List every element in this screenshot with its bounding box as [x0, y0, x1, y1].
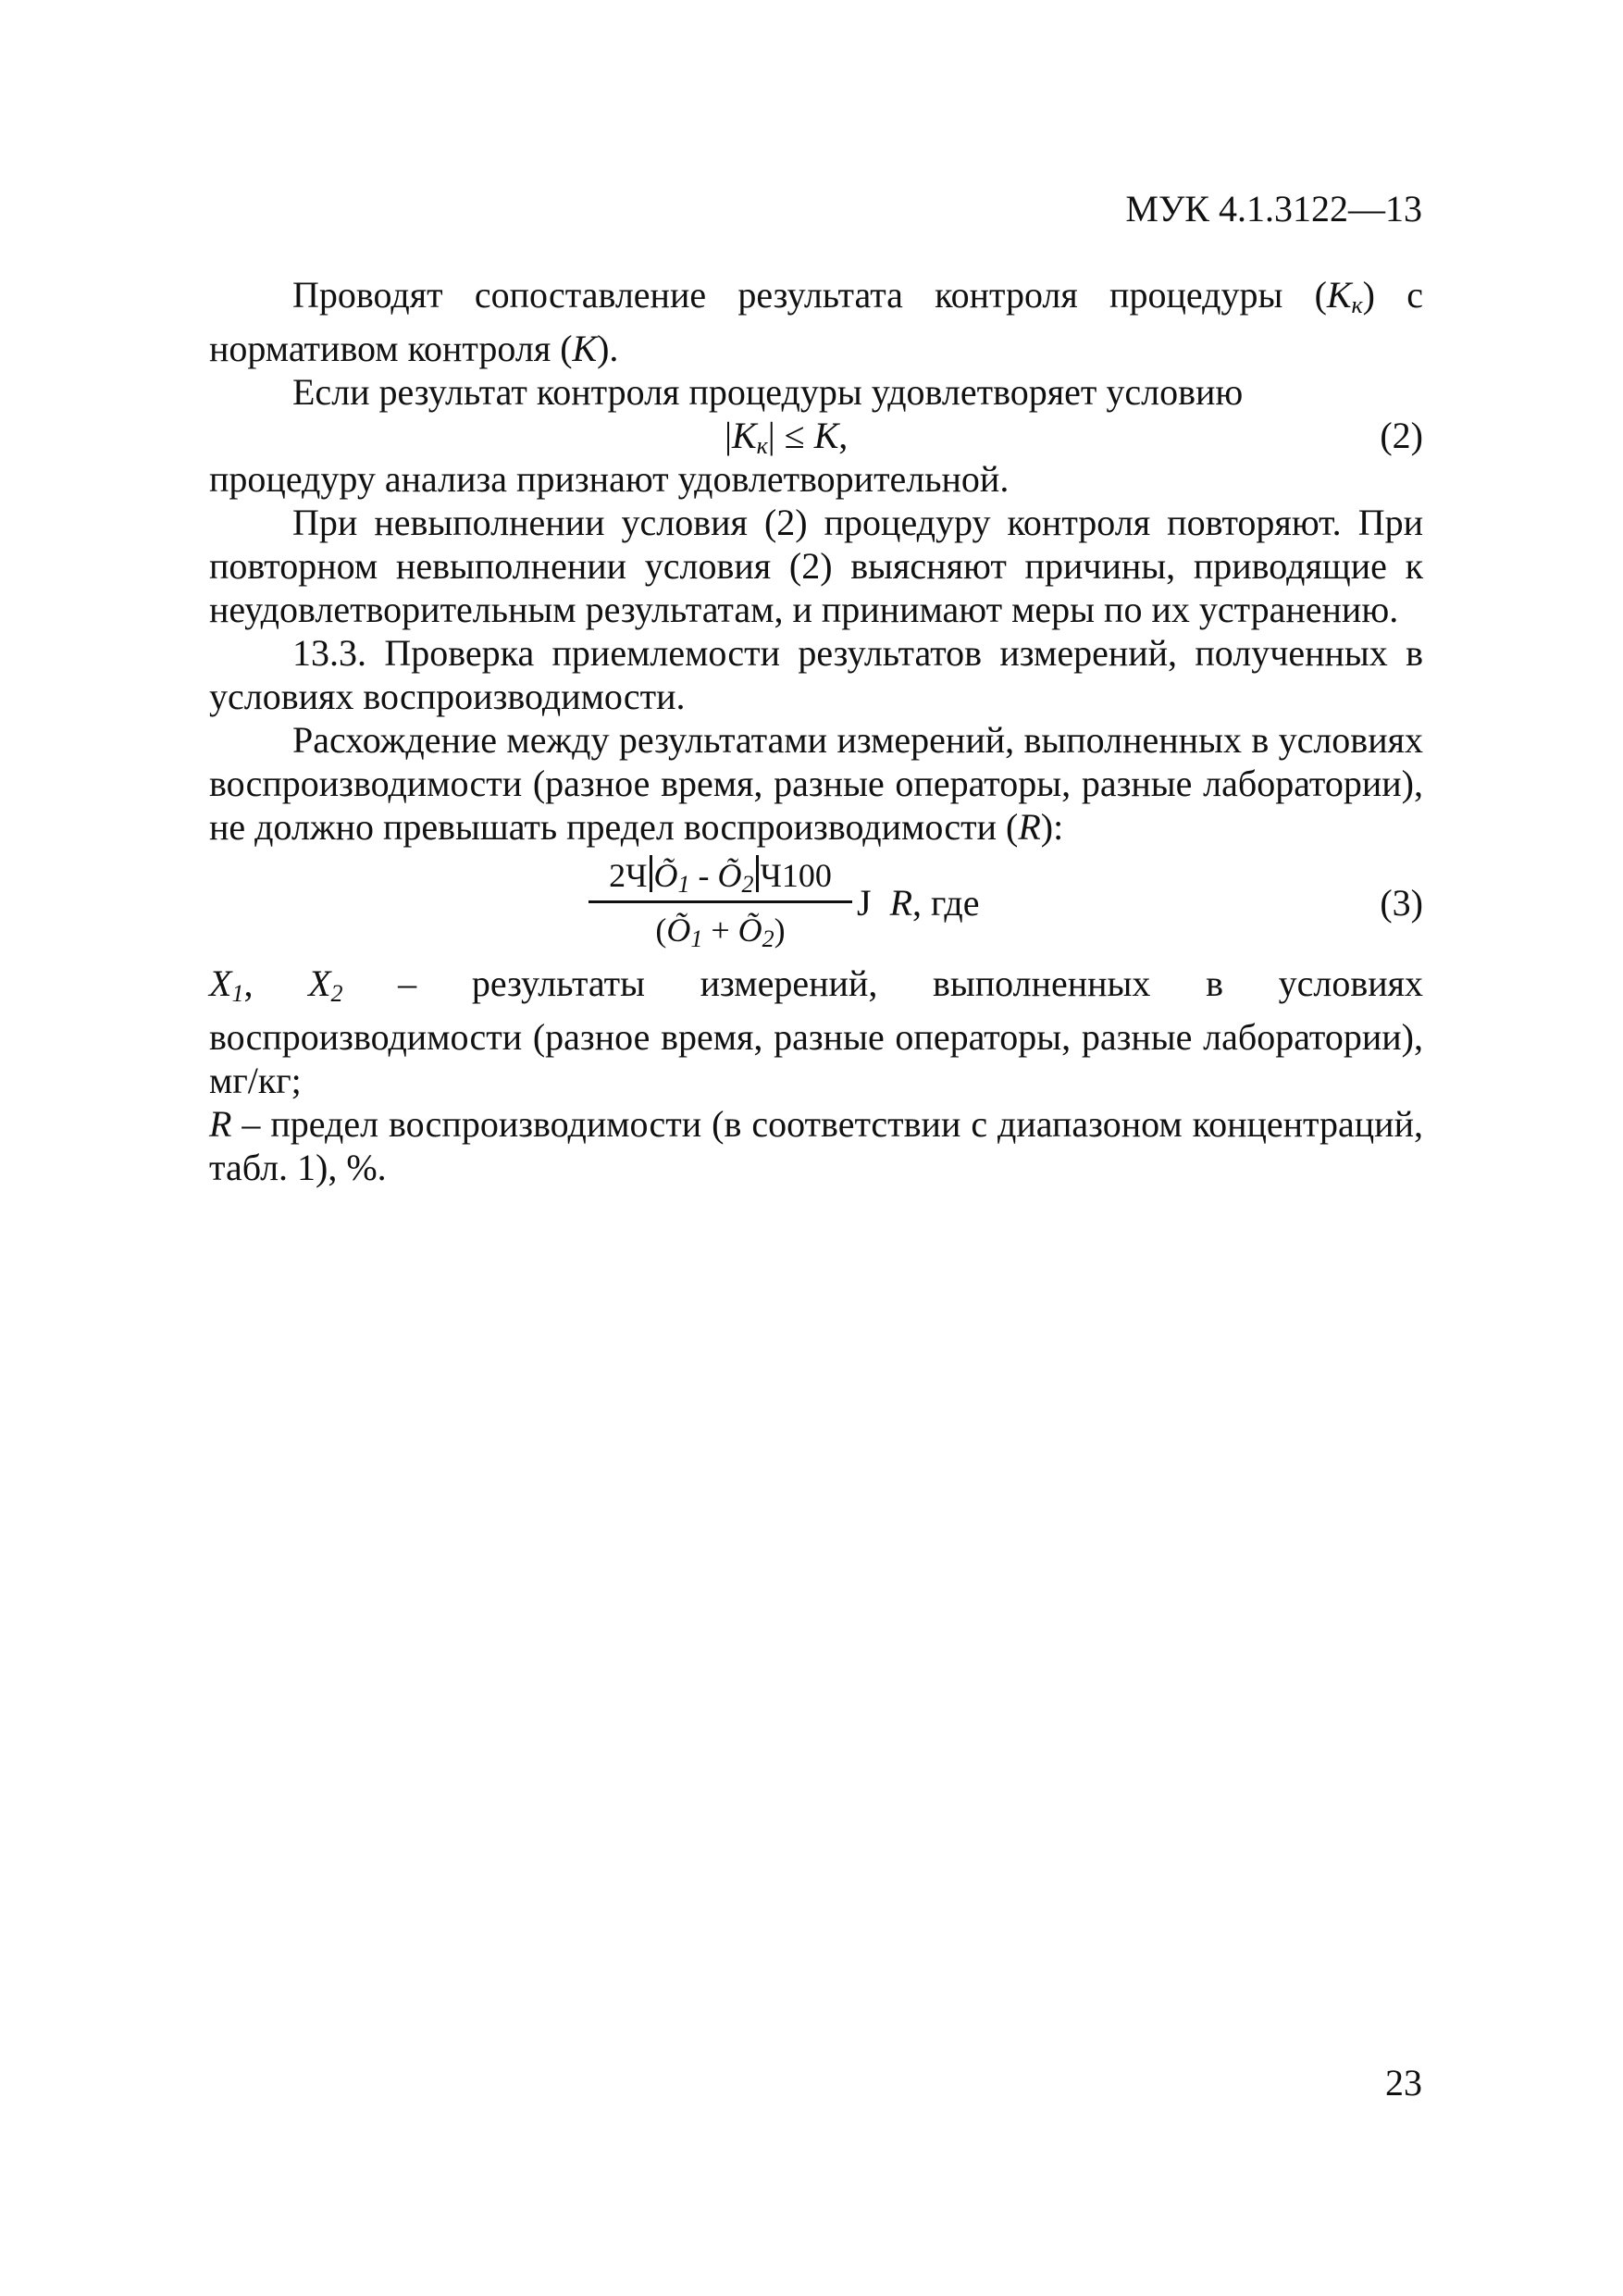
equation-2-expression: $|К_к| \le К$, — [725, 415, 849, 459]
paragraph-r-definition: R – предел воспроизводимости (в соответствии с диапазоном концентраций, табл. 1), %. — [209, 1103, 1423, 1188]
paragraph-condition-intro: Если результат контроля процедуры удовлетворяет условию — [292, 371, 1244, 413]
fraction-denominator: ($Õ_1$ + $Õ_2$) — [655, 912, 786, 952]
equation-3-relation: J R, где — [857, 882, 980, 924]
document-body — [209, 273, 1423, 1189]
page-number: 23 — [1385, 2062, 1422, 2104]
paragraph-section-13-3: 13.3. Проверка приемлемости результатов измерений, полученных в условиях воспроизводимости. — [209, 632, 1423, 717]
paragraph-discrepancy: Расхождение между результатами измерений, выполненных в условиях воспроизводимости (разное время, разные операторы, разные лаборатории), не должно превышать предел воспроизводимости (R): — [209, 719, 1423, 848]
document-code: МУК 4.1.3122—13 — [1125, 188, 1422, 230]
paragraph-repeat: При невыполнении условия (2) процедуру контроля повторяют. При повторном невыполнении условия (2) выясняют причины, приводящие к неудовлетворительным результатам, и принимают меры по их устранению. — [209, 502, 1423, 630]
equation-3 — [209, 852, 1423, 960]
paragraph-comparison: Проводят сопоставление результата контроля процедуры $(К_к)$ с нормативом контроля (К). — [209, 274, 1423, 369]
paragraph-x-definition: $X_1$, $X_2$ – результаты измерений, выполненных в условиях воспроизводимости (разное время, разные операторы, разные лаборатории), мг/кг; — [209, 962, 1424, 1101]
fraction-bar — [588, 900, 852, 903]
equation-2 — [209, 414, 1423, 457]
equation-3-number: (3) — [1380, 882, 1423, 924]
equation-2-number: (2) — [1380, 415, 1423, 456]
paragraph-satisfactory: процедуру анализа признают удовлетворительной. — [209, 458, 1010, 500]
equation-3-fraction — [588, 852, 852, 953]
fraction-numerator: 2Ч $Õ_1$ - $Õ_2$ Ч100 — [609, 857, 832, 898]
